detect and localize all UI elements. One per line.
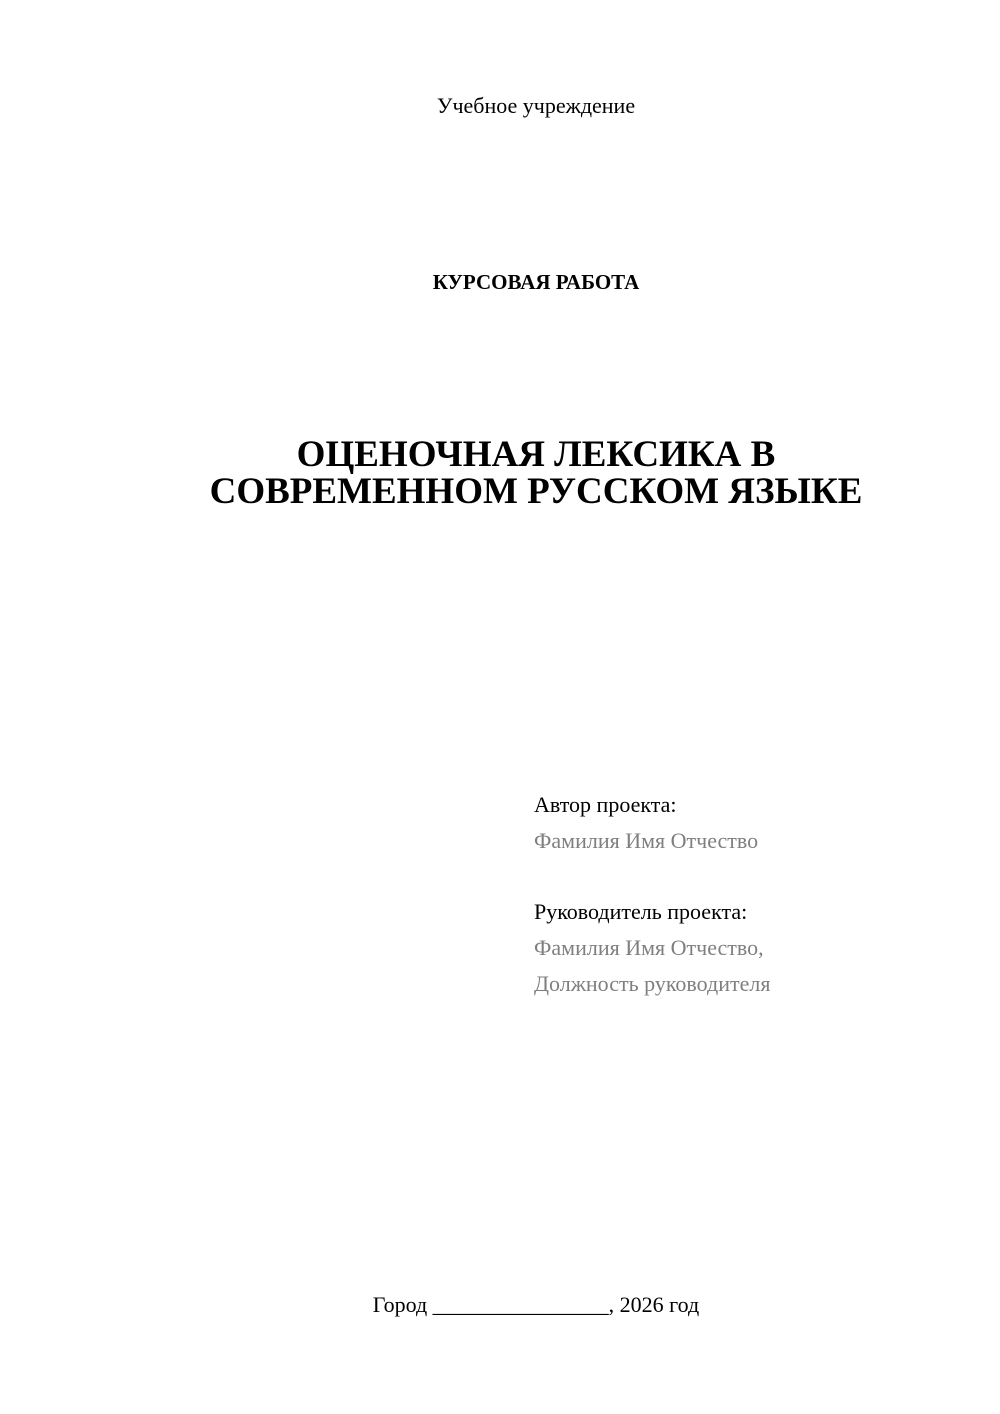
work-type-heading: КУРСОВАЯ РАБОТА	[432, 270, 640, 294]
footer-blank: ________________	[432, 1292, 609, 1317]
supervisor-name: Фамилия Имя Отчество,	[534, 935, 764, 960]
supervisor-label: Руководитель проекта:	[534, 899, 748, 924]
document-title-line-1: ОЦЕНОЧНАЯ ЛЕКСИКА В	[296, 434, 776, 475]
supervisor-position: Должность руководителя	[534, 971, 771, 996]
footer-year: , 2026 год	[608, 1292, 700, 1317]
document-title	[0, 436, 1000, 510]
author-label: Автор проекта:	[534, 792, 677, 817]
footer-city: Город	[372, 1292, 428, 1317]
footer-city-year	[0, 1290, 1000, 1320]
institution-name: Учебное учреждение	[436, 93, 636, 118]
author-name: Фамилия Имя Отчество	[534, 828, 759, 853]
credits-block	[534, 787, 974, 1002]
credits-spacer	[534, 859, 974, 894]
document-title-line-2: СОВРЕМЕННОМ РУССКОМ ЯЗЫКЕ	[209, 471, 863, 512]
